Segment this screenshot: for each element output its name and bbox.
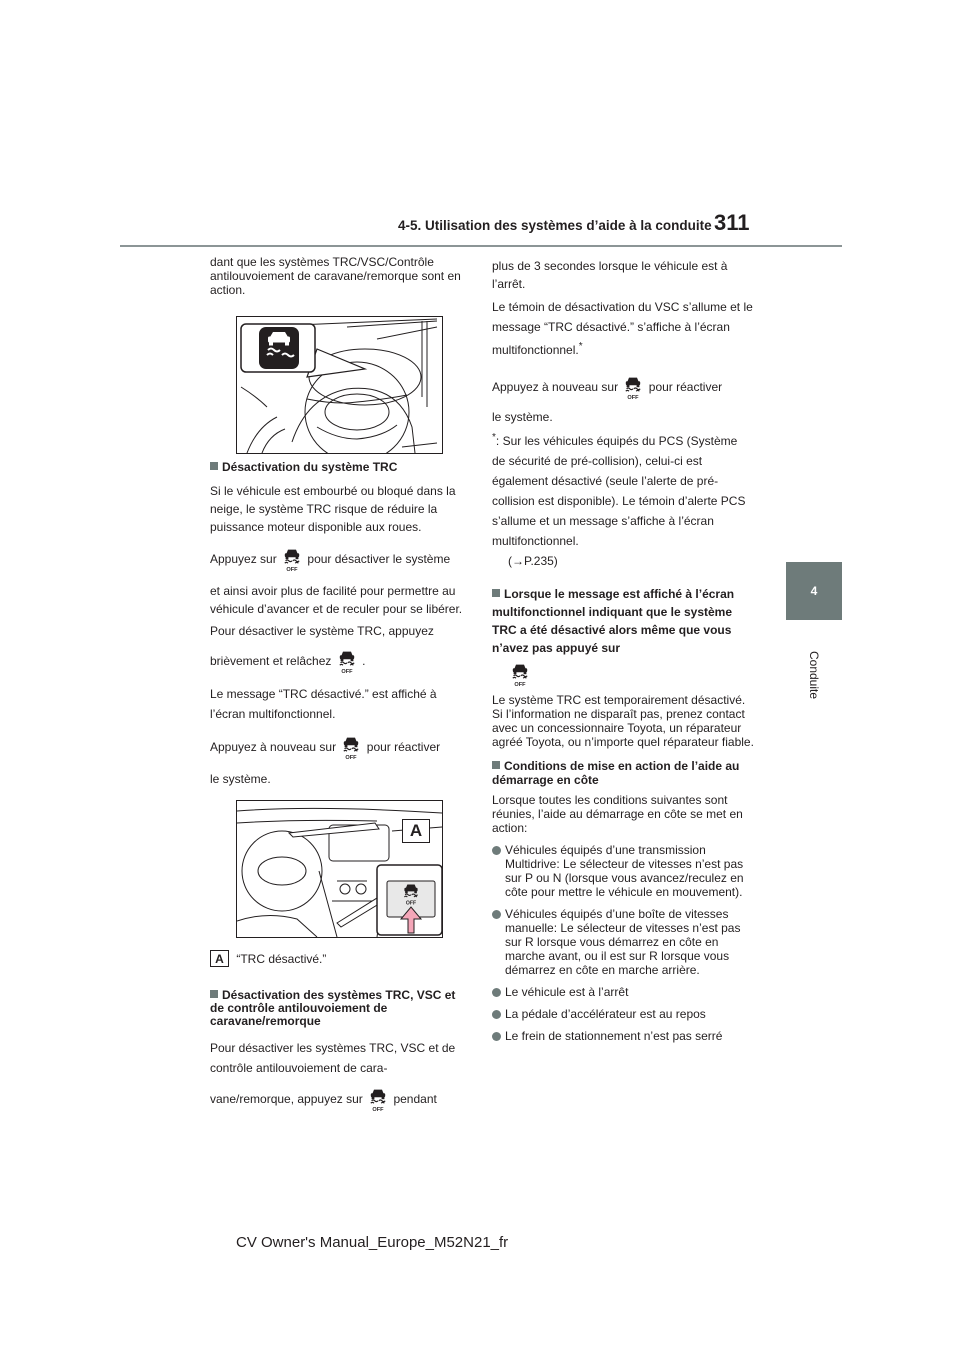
trc-off-switch-icon (508, 661, 532, 689)
list-item: Véhicules équipés d’une transmission Multidrive: Le sélecteur de vitesses n’est pas sur P ou N (lorsque vous avancez/reculez en côte pour mettre le véhicule en mouvement). (492, 843, 754, 899)
callout-a-marker: A (402, 819, 430, 843)
section-title: 4-5. Utilisation des systèmes d’aide à la conduite (398, 218, 712, 233)
header-rule (120, 245, 842, 247)
conditions-list (492, 843, 754, 1043)
list-item: La pédale d’accélérateur est au repos (492, 1007, 754, 1021)
section-square-icon (492, 761, 500, 769)
list-item: Le véhicule est à l’arrêt (492, 985, 754, 999)
trc-off-switch-icon (621, 374, 645, 402)
intro-paragraph: dant que les systèmes TRC/VSC/Contrôle antilouvoiement de caravane/remorque sont en action. (210, 255, 461, 297)
section-square-icon (210, 990, 218, 998)
bullet-icon (492, 988, 501, 997)
bullet-icon (492, 1010, 501, 1019)
trc-off-switch-icon (335, 648, 359, 676)
callout-a-legend: A “TRC désactivé.” (210, 950, 468, 967)
cluster-illustration (236, 316, 443, 454)
trc-off-switch-icon (339, 734, 363, 762)
heading-message-displayed: Lorsque le message est affiché à l’écran multifonctionnel indiquant que le système TRC a été désactivé alors même que vous n’avez pas appuyé sur (492, 587, 735, 655)
list-item: Le frein de stationnement n’est pas serré (492, 1029, 754, 1043)
heading-hill-start: Conditions de mise en action de l’aide au démarrage en côte (492, 759, 740, 787)
trc-off-switch-icon (366, 1086, 390, 1114)
list-item: Véhicules équipés d’une boîte de vitesses manuelle: Le sélecteur de vitesses n’est pas sur R lorsque vous démarrez en côte en marche avant, ou il est sur R lorsque vous démarrez en côte en marche arrière. (492, 907, 754, 977)
footnote: *: Sur les véhicules équipés du PCS (Système de sécurité de pré-collision), celui-ci est également désactivé (seule l’alerte de pré-collision est disponible). Le témoin d’alerte PCS s’allume et un message s’affiche à l’écran multifonctionnel. (492, 432, 746, 548)
section-square-icon (492, 589, 500, 597)
heading-all-off: Désactivation des systèmes TRC, VSC et de contrôle antilouvoiement de caravane/remorque (210, 988, 456, 1028)
footer-manual-id: CV Owner's Manual_Europe_M52N21_fr (236, 1234, 509, 1251)
section-square-icon (210, 462, 218, 470)
trc-off-switch-icon (280, 546, 304, 574)
heading-trc-off: Désactivation du système TRC (210, 460, 468, 474)
chapter-number: 4 (810, 584, 818, 598)
chapter-tab (786, 562, 842, 620)
page-number: 311 (714, 210, 750, 235)
bullet-icon (492, 910, 501, 919)
bullet-icon (492, 1032, 501, 1041)
chapter-label: Conduite (806, 650, 821, 700)
bullet-icon (492, 846, 501, 855)
